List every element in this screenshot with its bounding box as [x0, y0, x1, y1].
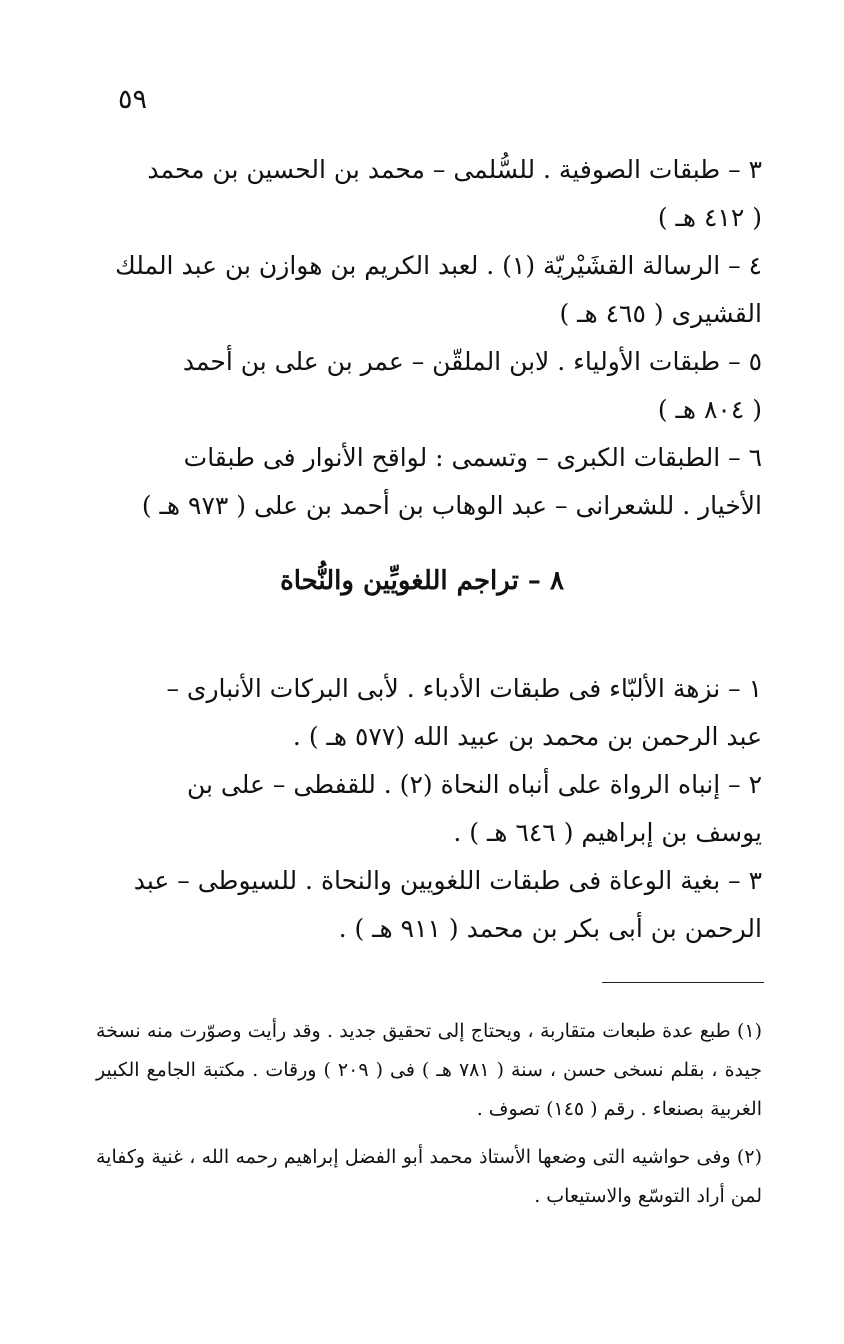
section-title: ٨ – تراجم اللغويِّين والنُّحاة — [280, 566, 564, 596]
footnote-1: (١) طبع عدة طبعات متقاربة ، ويحتاج إلى تحقيق جديد . وقد رأيت وصوّرت منه نسخة جيدة ، بقلم نسخى حسن ، سنة ( ٧٨١ هـ ) فى ( ٢٠٩ ) ورقات . مكتبة الجامع الكبير الغربية بصنعاء . رقم ( ١٤٥) تصوف . — [96, 1020, 762, 1120]
entry-line: ١ – نزهة الألبّاء فى طبقات الأدباء . لأبى البركات الأنبارى – — [166, 674, 762, 703]
entry-line: ٣ – بغية الوعاة فى طبقات اللغويين والنحاة . للسيوطى – عبد — [133, 866, 762, 895]
entry-line: ( ٨٠٤ هـ ) — [657, 395, 762, 424]
entry-line: ٤ – الرسالة القشَيْريّة (١) . لعبد الكريم بن هوازن بن عبد الملك — [115, 251, 762, 280]
footnotes — [96, 1012, 762, 1225]
entry-line: ٣ – طبقات الصوفية . للسُّلمى – محمد بن الحسين بن محمد — [147, 155, 762, 184]
entry-line: القشيرى ( ٤٦٥ هـ ) — [559, 299, 762, 328]
entry-line: ( ٤١٢ هـ ) — [657, 203, 762, 232]
entry-line: ٥ – طبقات الأولياء . لابن الملقّن – عمر بن على بن أحمد — [182, 347, 762, 376]
entry-line: عبد الرحمن بن محمد بن عبيد الله (٥٧٧ هـ ) . — [292, 722, 762, 751]
footnote-divider — [602, 982, 764, 983]
entry-line: ٦ – الطبقات الكبرى – وتسمى : لواقح الأنوار فى طبقات — [183, 443, 762, 472]
entry-line: الأخيار . للشعرانى – عبد الوهاب بن أحمد بن على ( ٩٧٣ هـ ) — [141, 491, 762, 520]
entries-bottom — [96, 665, 762, 953]
footnote-2: (٢) وفى حواشيه التى وضعها الأستاذ محمد أبو الفضل إبراهيم رحمه الله ، غنية وكفاية لمن أراد التوسّع والاستيعاب . — [96, 1146, 762, 1207]
page-number: ٥٩ — [118, 84, 148, 115]
entry-line: ٢ – إنباه الرواة على أنباه النحاة (٢) . للقفطى – على بن — [186, 770, 762, 799]
entry-line: يوسف بن إبراهيم ( ٦٤٦ هـ ) . — [453, 818, 762, 847]
entry-line: الرحمن بن أبى بكر بن محمد ( ٩١١ هـ ) . — [338, 914, 762, 943]
entries-top — [96, 146, 762, 530]
